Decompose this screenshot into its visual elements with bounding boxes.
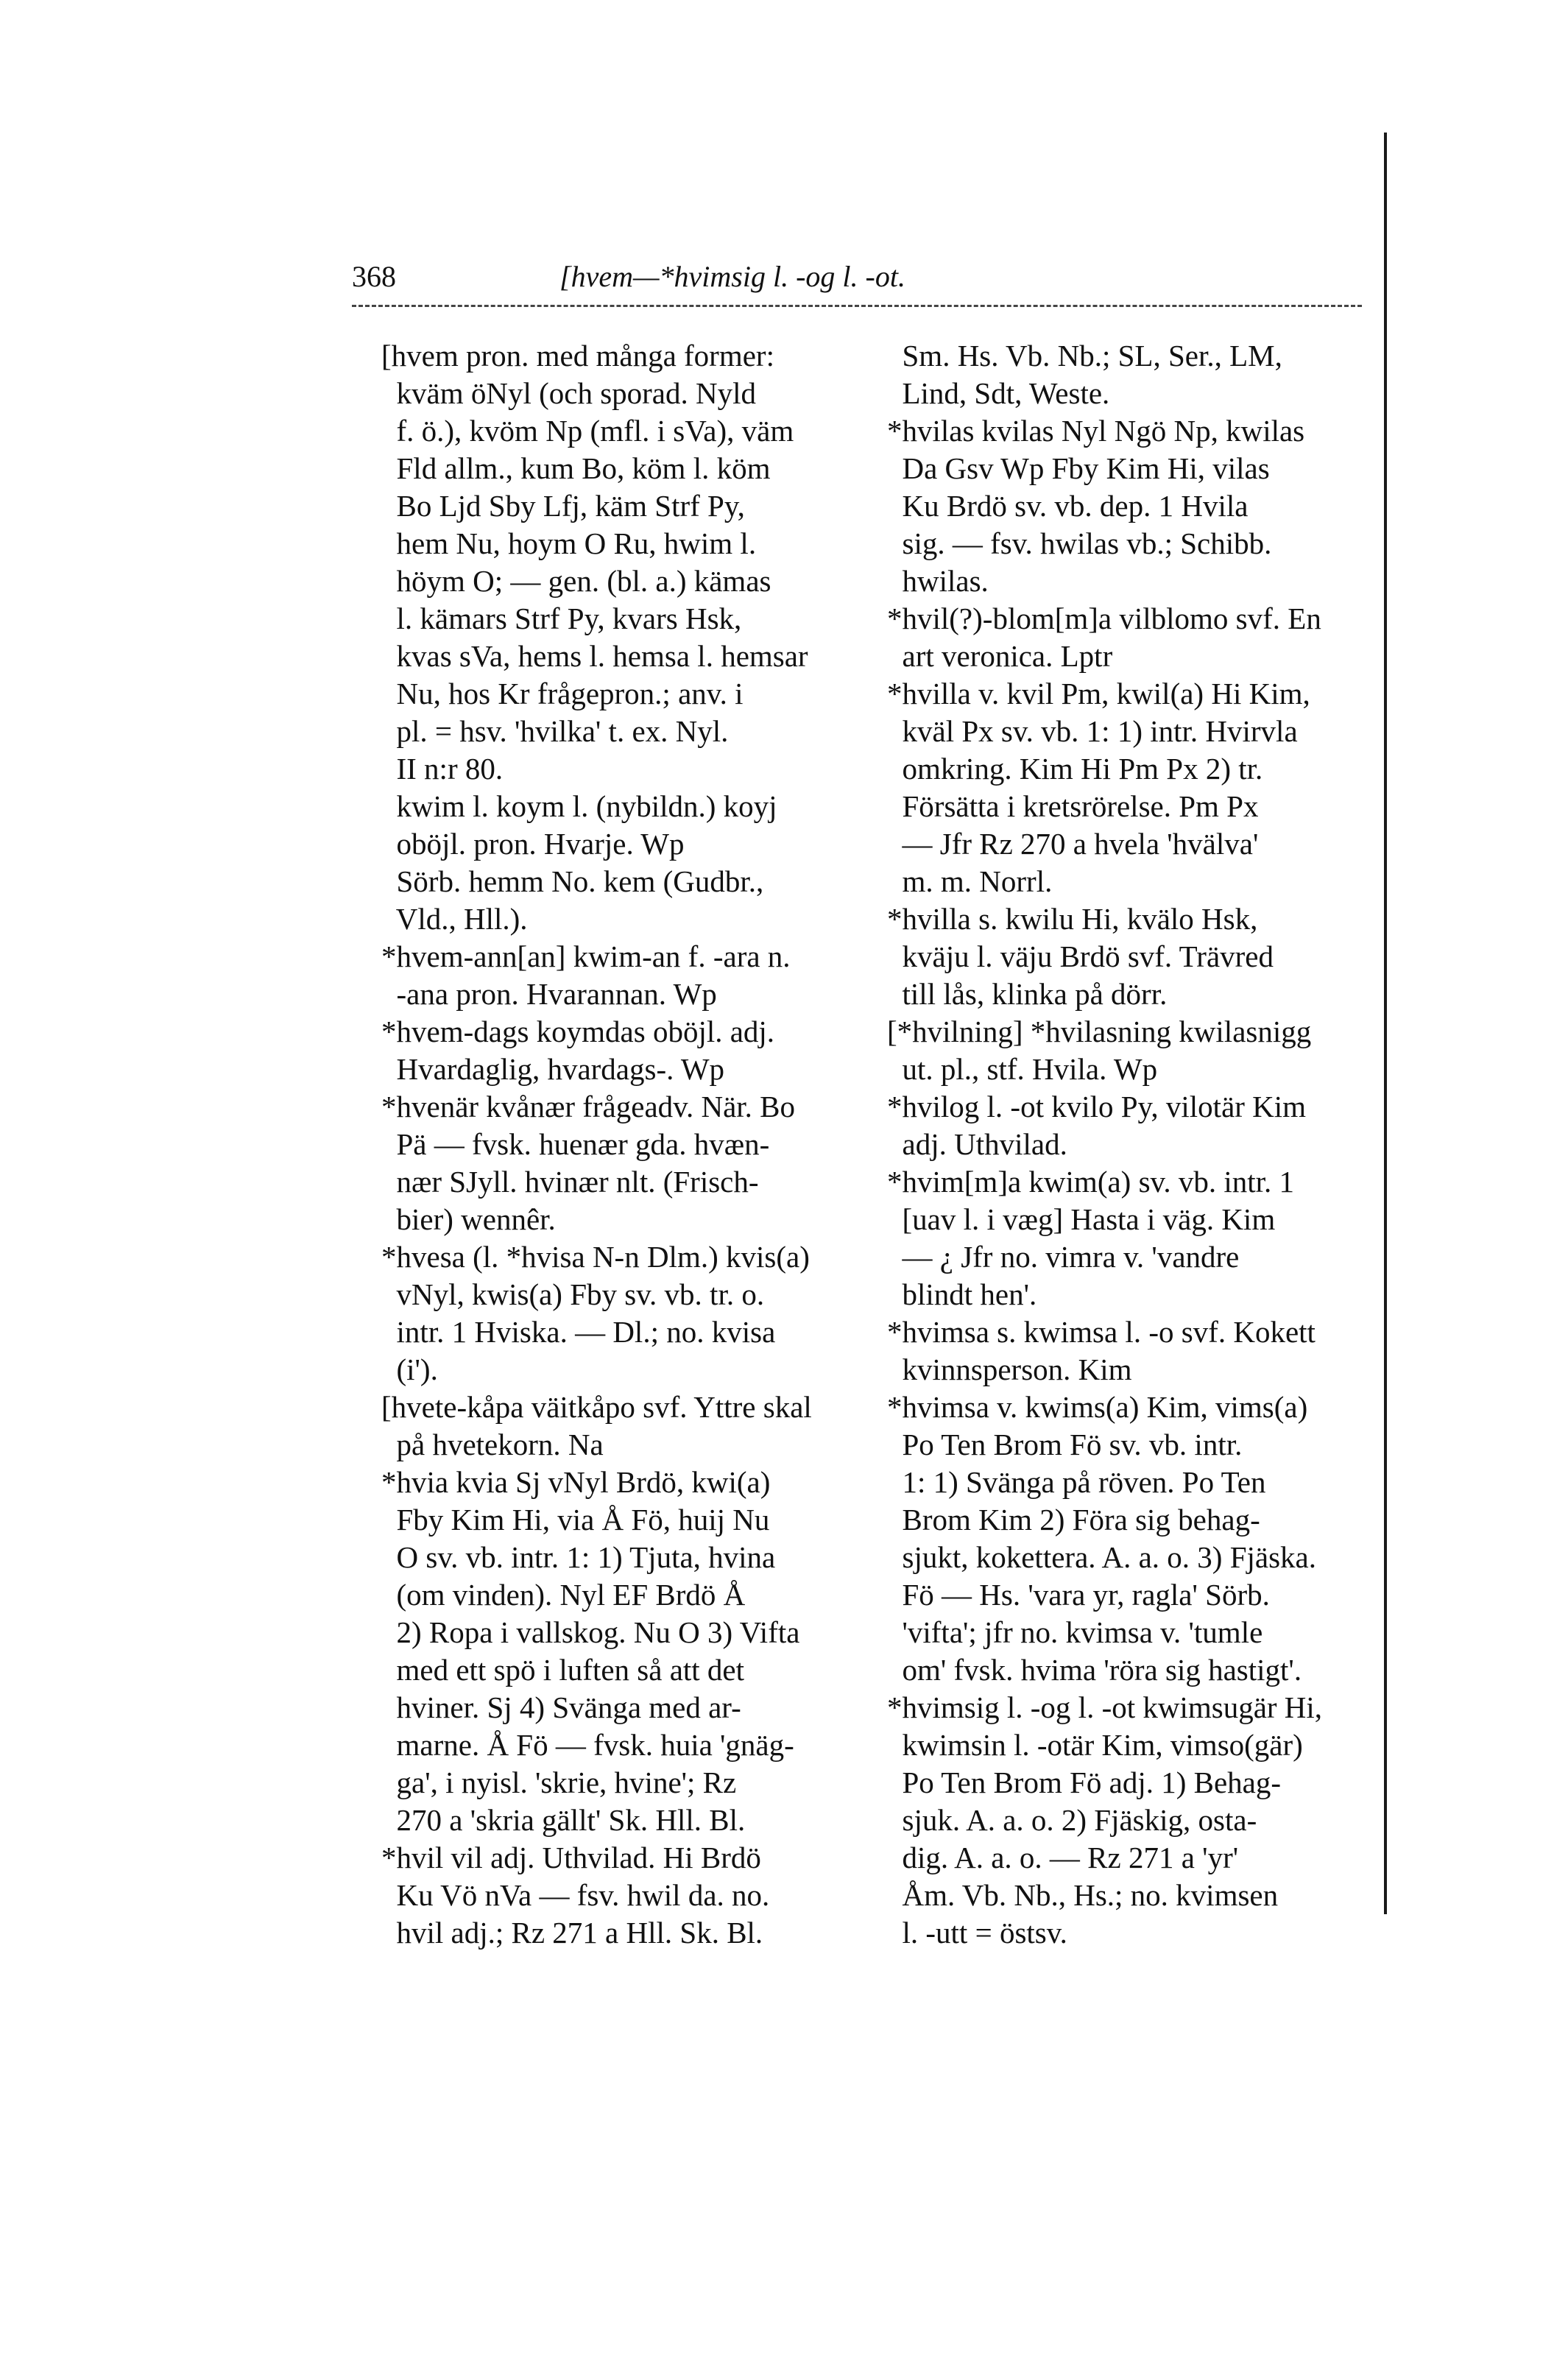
entry-line: Fld allm., kum Bo, köm l. köm [381, 451, 771, 485]
entry-line: -ana pron. Hvarannan. Wp [381, 977, 717, 1011]
entry-line: Bo Ljd Sby Lfj, käm Strf Py, [381, 489, 745, 523]
entry-line: O sv. vb. intr. 1: 1) Tjuta, hvina [381, 1540, 776, 1574]
entry-line: dig. A. a. o. — Rz 271 a 'yr' [887, 1841, 1239, 1874]
entry-line: *hvimsa v. kwims(a) Kim, vims(a) [887, 1390, 1308, 1424]
entry-line: Ku Brdö sv. vb. dep. 1 Hvila [887, 489, 1249, 523]
entry-line: blindt hen'. [887, 1277, 1037, 1311]
entry-line: *hvilla s. kwilu Hi, kvälo Hsk, [887, 902, 1258, 936]
entry-line: (om vinden). Nyl EF Brdö Å [381, 1578, 746, 1612]
entry-line: *hvim[m]a kwim(a) sv. vb. intr. 1 [887, 1165, 1295, 1199]
right-column [887, 337, 1380, 1952]
entry-line: med ett spö i luften så att det [381, 1653, 745, 1687]
header-rule [352, 305, 1362, 307]
entry-line: intr. 1 Hviska. — Dl.; no. kvisa [381, 1315, 776, 1349]
entry-line: hem Nu, hoym O Ru, hwim l. [381, 526, 757, 560]
entry-line: Försätta i kretsrörelse. Pm Px [887, 789, 1259, 823]
entry-line: omkring. Kim Hi Pm Px 2) tr. [887, 752, 1263, 786]
entry-line: kvinnsperson. Kim [887, 1352, 1132, 1386]
entry-line: *hvem-ann[an] kwim-an f. -ara n. [381, 939, 791, 973]
scan-edge-line [1384, 133, 1387, 1914]
entry-line: *hvem-dags koymdas oböjl. adj. [381, 1015, 775, 1048]
entry-line: om' fvsk. hvima 'röra sig hastigt'. [887, 1653, 1302, 1687]
entry-line: [hvete-kåpa väitkåpo svf. Yttre skal [381, 1390, 812, 1424]
entry-line: Hvardaglig, hvardags-. Wp [381, 1052, 725, 1086]
entry-line: hviner. Sj 4) Svänga med ar- [381, 1690, 741, 1724]
entry-line: kwimsin l. -otär Kim, vimso(gär) [887, 1728, 1303, 1762]
entry-line: *hvimsa s. kwimsa l. -o svf. Kokett [887, 1315, 1316, 1349]
entry-line: sjukt, kokettera. A. a. o. 3) Fjäska. [887, 1540, 1317, 1574]
entry-line: [uav l. i væg] Hasta i väg. Kim [887, 1202, 1276, 1236]
entry-line: *hvilas kvilas Nyl Ngö Np, kwilas [887, 414, 1305, 448]
entry-line: f. ö.), kvöm Np (mfl. i sVa), väm [381, 414, 794, 448]
entry-line: till lås, klinka på dörr. [887, 977, 1168, 1011]
entry-line: på hvetekorn. Na [381, 1428, 604, 1461]
entry-line: ut. pl., stf. Hvila. Wp [887, 1052, 1158, 1086]
running-head: [hvem—*hvimsig l. -og l. -ot. [559, 260, 905, 293]
entry-line: m. m. Norrl. [887, 864, 1053, 898]
entry-line: *hvilla v. kvil Pm, kwil(a) Hi Kim, [887, 677, 1310, 710]
entry-line: vNyl, kwis(a) Fby sv. vb. tr. o. [381, 1277, 765, 1311]
entry-line: 2) Ropa i vallskog. Nu O 3) Vifta [381, 1615, 800, 1649]
entry-line: (i'). [381, 1352, 438, 1386]
entry-line: *hvil(?)-blom[m]a vilblomo svf. En [887, 602, 1321, 635]
entry-line: *hvenär kvånær frågeadv. När. Bo [381, 1090, 796, 1123]
entry-line: marne. Å Fö — fvsk. huia 'gnäg- [381, 1728, 794, 1762]
entry-line: Åm. Vb. Nb., Hs.; no. kvimsen [887, 1878, 1279, 1912]
entry-line: l. -utt = östsv. [887, 1916, 1067, 1950]
entry-line: kvas sVa, hems l. hemsa l. hemsar [381, 639, 808, 673]
entry-line: *hvilog l. -ot kvilo Py, vilotär Kim [887, 1090, 1307, 1123]
entry-line: *hvimsig l. -og l. -ot kwimsugär Hi, [887, 1690, 1323, 1724]
entry-line: kväl Px sv. vb. 1: 1) intr. Hvirvla [887, 714, 1298, 748]
entry-line: Brom Kim 2) Föra sig behag- [887, 1503, 1260, 1537]
page-number: 368 [352, 260, 396, 293]
entry-line: *hvesa (l. *hvisa N-n Dlm.) kvis(a) [381, 1240, 810, 1274]
entry-line: l. kämars Strf Py, kvars Hsk, [381, 602, 742, 635]
entry-line: kwim l. koym l. (nybildn.) koyj [381, 789, 777, 823]
entry-line: II n:r 80. [381, 752, 504, 786]
entry-line: Sm. Hs. Vb. Nb.; SL, Ser., LM, [887, 339, 1282, 373]
entry-line: [hvem pron. med många former: [381, 339, 774, 373]
entry-line: Da Gsv Wp Fby Kim Hi, vilas [887, 451, 1270, 485]
left-column [381, 337, 856, 1952]
entry-line: Lind, Sdt, Weste. [887, 376, 1110, 410]
entry-line: hvil adj.; Rz 271 a Hll. Sk. Bl. [381, 1916, 763, 1950]
entry-line: — ¿ Jfr no. vimra v. 'vandre [887, 1240, 1240, 1274]
entry-line: Po Ten Brom Fö sv. vb. intr. [887, 1428, 1243, 1461]
entry-line: Fby Kim Hi, via Å Fö, huij Nu [381, 1503, 770, 1537]
entry-line: Vld., Hll.). [381, 902, 528, 936]
entry-line: 1: 1) Svänga på röven. Po Ten [887, 1465, 1266, 1499]
entry-line: bier) wennêr. [381, 1202, 556, 1236]
entry-line: sig. — fsv. hwilas vb.; Schibb. [887, 526, 1272, 560]
entry-line: adj. Uthvilad. [887, 1127, 1067, 1161]
entry-line: oböjl. pron. Hvarje. Wp [381, 827, 685, 861]
entry-line: ga', i nyisl. 'skrie, hvine'; Rz [381, 1765, 737, 1799]
entry-line: Po Ten Brom Fö adj. 1) Behag- [887, 1765, 1282, 1799]
entry-line: Fö — Hs. 'vara yr, ragla' Sörb. [887, 1578, 1270, 1612]
entry-line: kväm öNyl (och sporad. Nyld [381, 376, 756, 410]
entry-line: *hvil vil adj. Uthvilad. Hi Brdö [381, 1841, 761, 1874]
entry-line: nær SJyll. hvinær nlt. (Frisch- [381, 1165, 759, 1199]
entry-line: [*hvilning] *hvilasning kwilasnigg [887, 1015, 1312, 1048]
entry-line: Pä — fvsk. huenær gda. hvæn- [381, 1127, 770, 1161]
entry-line: *hvia kvia Sj vNyl Brdö, kwi(a) [381, 1465, 771, 1499]
entry-line: 270 a 'skria gällt' Sk. Hll. Bl. [381, 1803, 746, 1837]
entry-line: sjuk. A. a. o. 2) Fjäskig, osta- [887, 1803, 1257, 1837]
entry-line: kväju l. väju Brdö svf. Trävred [887, 939, 1274, 973]
entry-line: art veronica. Lptr [887, 639, 1113, 673]
entry-line: — Jfr Rz 270 a hvela 'hvälva' [887, 827, 1259, 861]
entry-line: höym O; — gen. (bl. a.) kämas [381, 564, 771, 598]
entry-line: hwilas. [887, 564, 989, 598]
entry-line: pl. = hsv. 'hvilka' t. ex. Nyl. [381, 714, 729, 748]
entry-line: 'vifta'; jfr no. kvimsa v. 'tumle [887, 1615, 1263, 1649]
entry-line: Ku Vö nVa — fsv. hwil da. no. [381, 1878, 770, 1912]
entry-line: Nu, hos Kr frågepron.; anv. i [381, 677, 744, 710]
entry-line: Sörb. hemm No. kem (Gudbr., [381, 864, 764, 898]
